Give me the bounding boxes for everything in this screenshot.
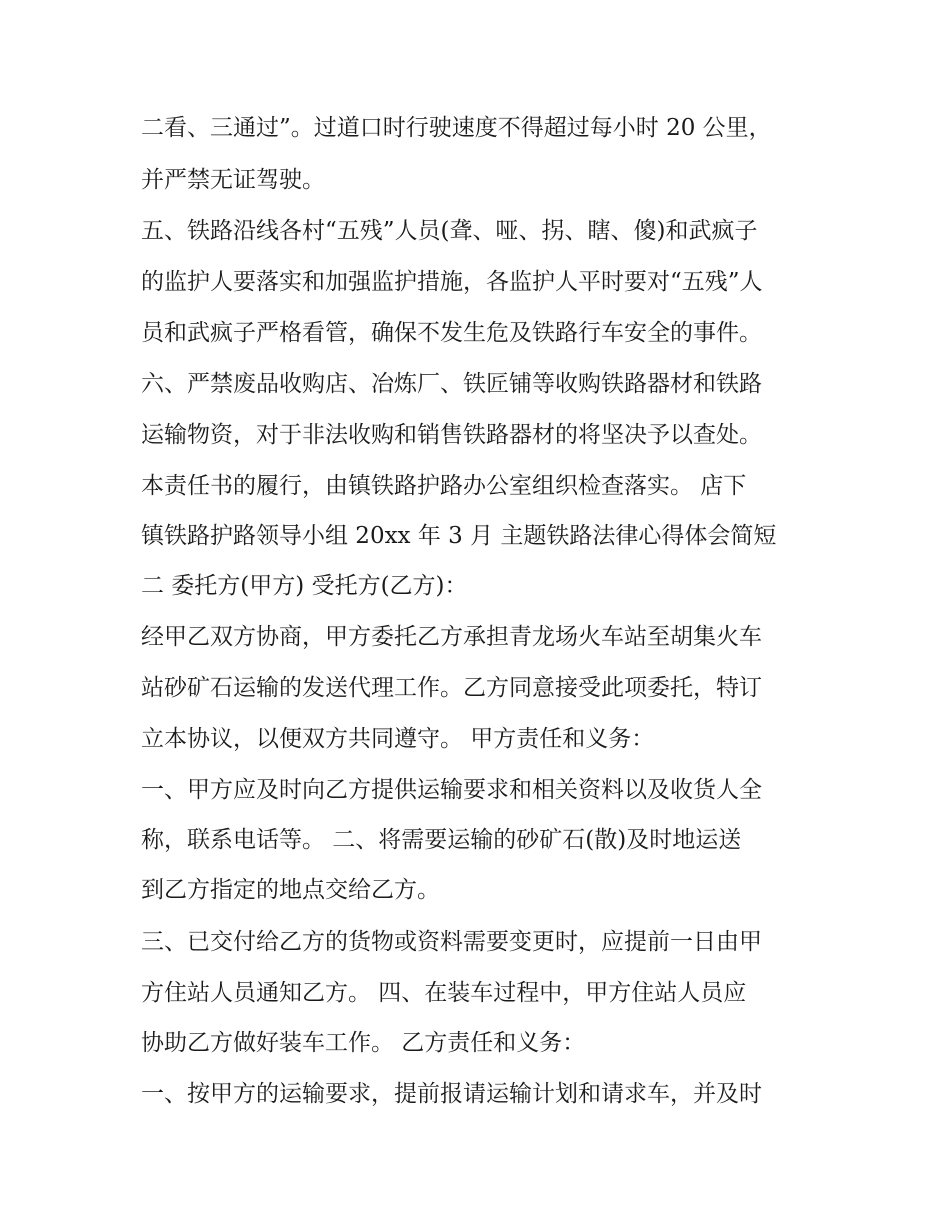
text-line: 六、严禁废品收购店、冶炼厂、铁匠铺等收购铁路器材和铁路 bbox=[141, 371, 762, 397]
text-line: 镇铁路护路领导小组 20xx 年 3 月 主题铁路法律心得体会简短 bbox=[141, 523, 777, 549]
text-line: 称，联系电话等。 二、将需要运输的砂矿石(散)及时地运送 bbox=[141, 827, 742, 853]
text-line: 二看、三通过”。过道口时行驶速度不得超过每小时 20 公里， bbox=[141, 115, 772, 141]
text-line: 立本协议，以便双方共同遵守。 甲方责任和义务： bbox=[141, 726, 655, 752]
text-line: 三、已交付给乙方的货物或资料需要变更时，应提前一日由甲 bbox=[141, 929, 762, 955]
text-line: 一、甲方应及时向乙方提供运输要求和相关资料以及收货人全 bbox=[141, 777, 762, 803]
text-line: 并严禁无证驾驶。 bbox=[141, 167, 325, 193]
text-line: 二 委托方(甲方) 受托方(乙方)： bbox=[141, 573, 468, 599]
text-line: 的监护人要落实和加强监护措施，各监护人平时要对“五残”人 bbox=[141, 269, 763, 295]
text-line: 一、按甲方的运输要求，提前报请运输计划和请求车，并及时 bbox=[141, 1081, 762, 1107]
text-line: 协助乙方做好装车工作。 乙方责任和义务： bbox=[141, 1030, 586, 1056]
text-line: 五、铁路沿线各村“五残”人员(聋、哑、拐、瞎、傻)和武疯子 bbox=[141, 218, 758, 244]
text-line: 方住站人员通知乙方。 四、在装车过程中，甲方住站人员应 bbox=[141, 980, 747, 1006]
text-line: 到乙方指定的地点交给乙方。 bbox=[141, 877, 440, 903]
text-line: 经甲乙双方协商，甲方委托乙方承担青龙场火车站至胡集火车 bbox=[141, 624, 762, 650]
text-line: 本责任书的履行，由镇铁路护路办公室组织检查落实。 店下 bbox=[141, 473, 747, 499]
text-line: 站砂矿石运输的发送代理工作。乙方同意接受此项委托，特订 bbox=[141, 675, 762, 701]
text-line: 员和武疯子严格看管，确保不发生危及铁路行车安全的事件。 bbox=[141, 320, 762, 346]
text-line: 运输物资，对于非法收购和销售铁路器材的将坚决予以查处。 bbox=[141, 422, 762, 448]
